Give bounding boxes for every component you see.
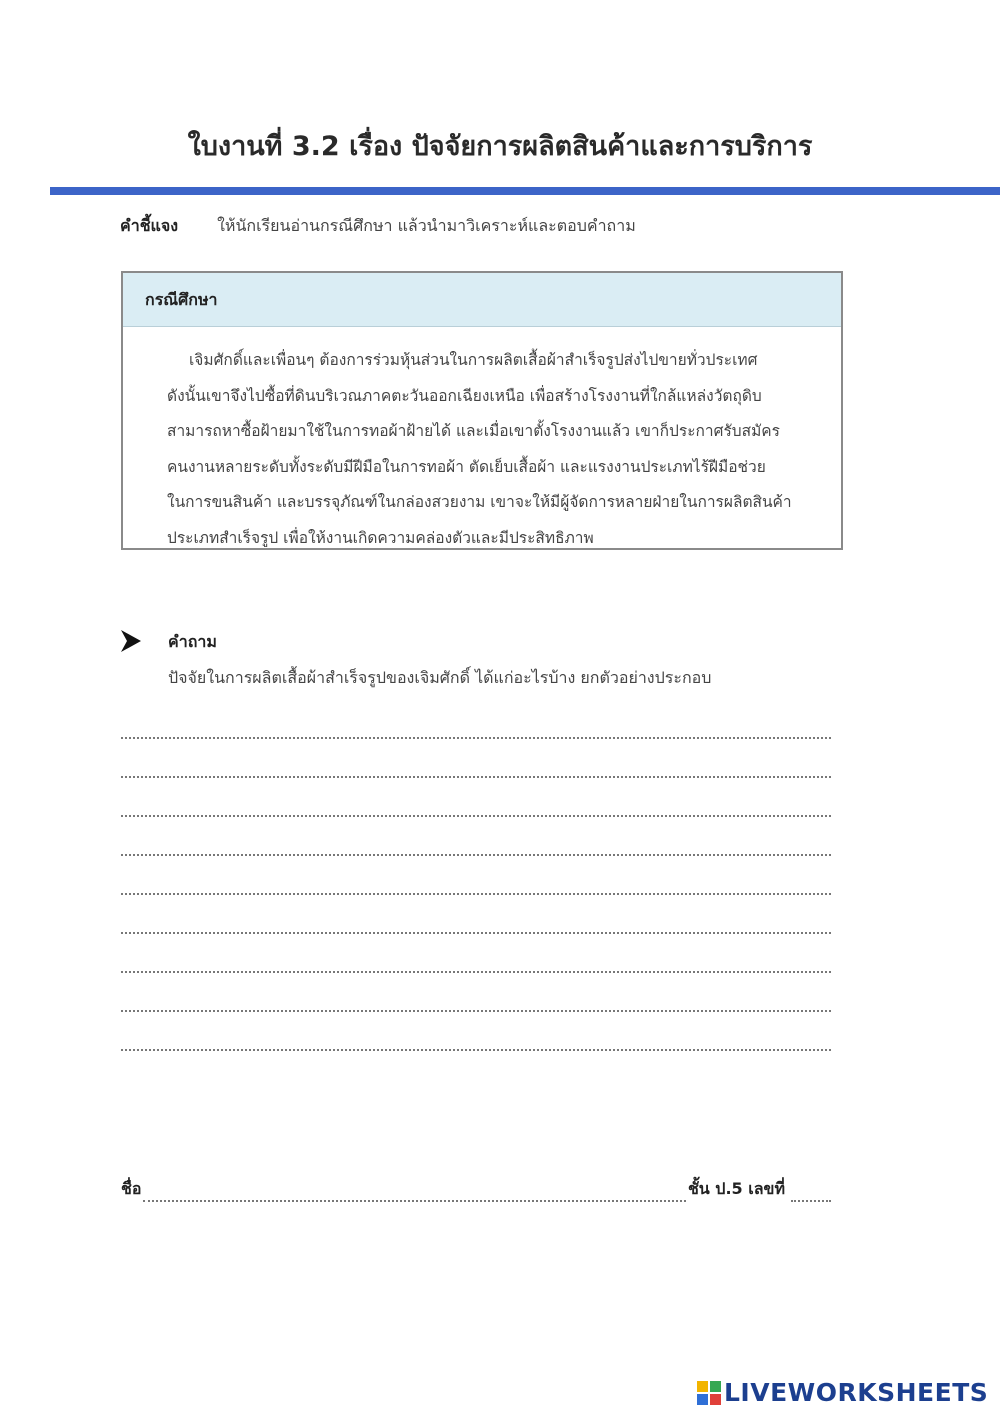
answer-line-5[interactable] [121,856,831,895]
name-label: ชื่อ [121,1179,142,1198]
case-study-line: ดังนั้นเขาจึงไปซื้อที่ดินบริเวณภาคตะวันออกเฉียงเหนือ เพื่อสร้างโรงงานที่ใกล้แหล่งวัตถุดิบ [167,386,762,405]
answer-area[interactable] [121,700,831,1051]
answer-line-1[interactable] [121,700,831,739]
question-label: คำถาม [168,632,217,651]
case-study-box [121,271,843,550]
case-study-line: เจิมศักดิ์และเพื่อนๆ ต้องการร่วมหุ้นส่วนในการผลิตเสื้อผ้าสำเร็จรูปส่งไปขายทั่วประเทศ [189,351,758,369]
case-study-line: สามารถหาซื้อฝ้ายมาใช้ในการทอผ้าฝ้ายได้ และเมื่อเขาตั้งโรงงานแล้ว เขาก็ประกาศรับสมัคร [167,422,780,440]
case-study-line: ในการขนสินค้า และบรรจุภัณฑ์ในกล่องสวยงาม เขาจะให้มีผู้จัดการหลายฝ่ายในการผลิตสินค้า [167,493,792,511]
answer-line-2[interactable] [121,739,831,778]
answer-line-3[interactable] [121,778,831,817]
worksheet-title: ใบงานที่ 3.2 เรื่อง ปัจจัยการผลิตสินค้าและการบริการ [187,131,813,162]
question-text: ปัจจัยในการผลิตเสื้อผ้าสำเร็จรูปของเจิมศักดิ์ ได้แก่อะไรบ้าง ยกตัวอย่างประกอบ [168,668,712,687]
number-field[interactable] [791,1186,831,1202]
title-divider [50,187,1000,195]
answer-line-6[interactable] [121,895,831,934]
instruction-text: ให้นักเรียนอ่านกรณีศึกษา แล้วนำมาวิเคราะห์และตอบคำถาม [217,216,636,235]
case-study-line: ประเภทสำเร็จรูป เพื่อให้งานเกิดความคล่องตัวและมีประสิทธิภาพ [167,528,594,547]
answer-line-7[interactable] [121,934,831,973]
student-info-row [121,1177,831,1202]
instruction-label: คำชี้แจง [120,216,179,235]
arrow-bullet-icon [120,628,142,654]
answer-line-4[interactable] [121,817,831,856]
liveworksheets-logo [697,1378,988,1407]
case-study-body [123,327,841,556]
answer-line-8[interactable] [121,973,831,1012]
name-field[interactable] [143,1186,685,1202]
case-study-line: คนงานหลายระดับทั้งระดับมีฝีมือในการทอผ้า ตัดเย็บเสื้อผ้า และแรงงานประเภทไร้ฝีมือช่วย [167,457,766,476]
liveworksheets-wordmark: LIVEWORKSHEETS [724,1378,989,1407]
liveworksheets-mark-icon [697,1381,721,1405]
case-study-heading: กรณีศึกษา [123,273,841,327]
class-number-label: ชั้น ป.5 เลขที่ [687,1179,785,1198]
instruction-row [120,214,880,239]
answer-line-9[interactable] [121,1012,831,1051]
